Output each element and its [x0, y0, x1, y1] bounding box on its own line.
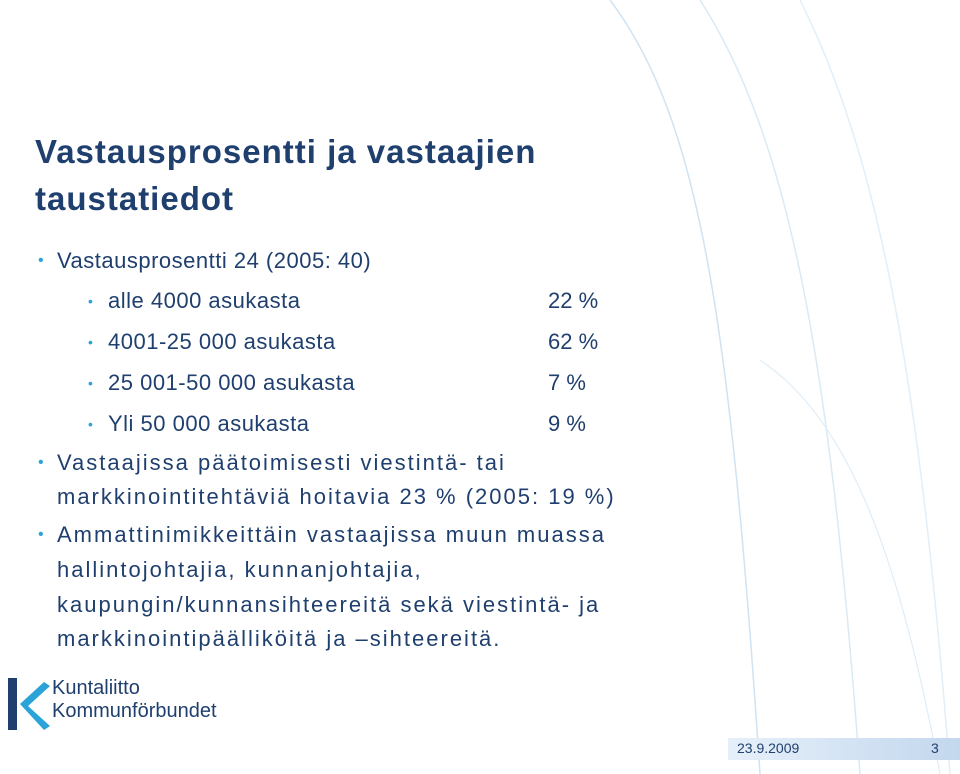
titles-text-line-2: hallintojohtajia, kunnanjohtajia, [57, 557, 423, 582]
page-number: 3 [931, 740, 939, 756]
sub-item-value: 9 % [548, 411, 586, 436]
kuntaliitto-logo [8, 676, 253, 736]
response-rate-text: Vastausprosentti 24 (2005: 40) [57, 248, 372, 273]
page-title [35, 128, 536, 222]
logo-line-1: Kuntaliitto [52, 677, 140, 699]
sub-item-label: Yli 50 000 asukasta [108, 411, 310, 436]
title-line-1: Vastausprosentti ja vastaajien [35, 133, 537, 170]
bullet-dot: • [38, 526, 44, 543]
role-text-line-2: markkinointitehtäviä hoitavia 23 % (2005: 19 %) [57, 484, 616, 509]
sub-bullet-dot: • [88, 375, 93, 391]
titles-text-line-4: markkinointipäälliköitä ja –sihteereitä. [57, 626, 502, 651]
title-line-2: taustatiedot [35, 180, 235, 217]
logo-line-2: Kommunförbundet [52, 700, 217, 722]
sub-item-value: 62 % [548, 329, 599, 354]
sub-item-label: alle 4000 asukasta [108, 288, 301, 313]
sub-bullet-dot: • [88, 293, 93, 309]
sub-item-label: 25 001-50 000 asukasta [108, 370, 356, 395]
role-text-line-1: Vastaajissa päätoimisesti viestintä- tai [57, 450, 506, 475]
kuntaliitto-emblem-icon [8, 676, 50, 732]
sub-item-label: 4001-25 000 asukasta [108, 329, 336, 354]
titles-text-line-1: Ammattinimikkeittäin vastaajissa muun muassa [57, 522, 606, 547]
titles-text-line-3: kaupungin/kunnansihteereitä sekä viestintä- ja [57, 592, 601, 617]
sub-bullet-dot: • [88, 334, 93, 350]
logo-text [52, 677, 217, 723]
footer-date: 23.9.2009 [737, 740, 800, 756]
sub-item-value: 22 % [548, 288, 599, 313]
sub-item-value: 7 % [548, 370, 586, 395]
sub-bullet-dot: • [88, 416, 93, 432]
bullet-dot: • [38, 454, 44, 471]
bullet-dot: • [38, 252, 44, 269]
